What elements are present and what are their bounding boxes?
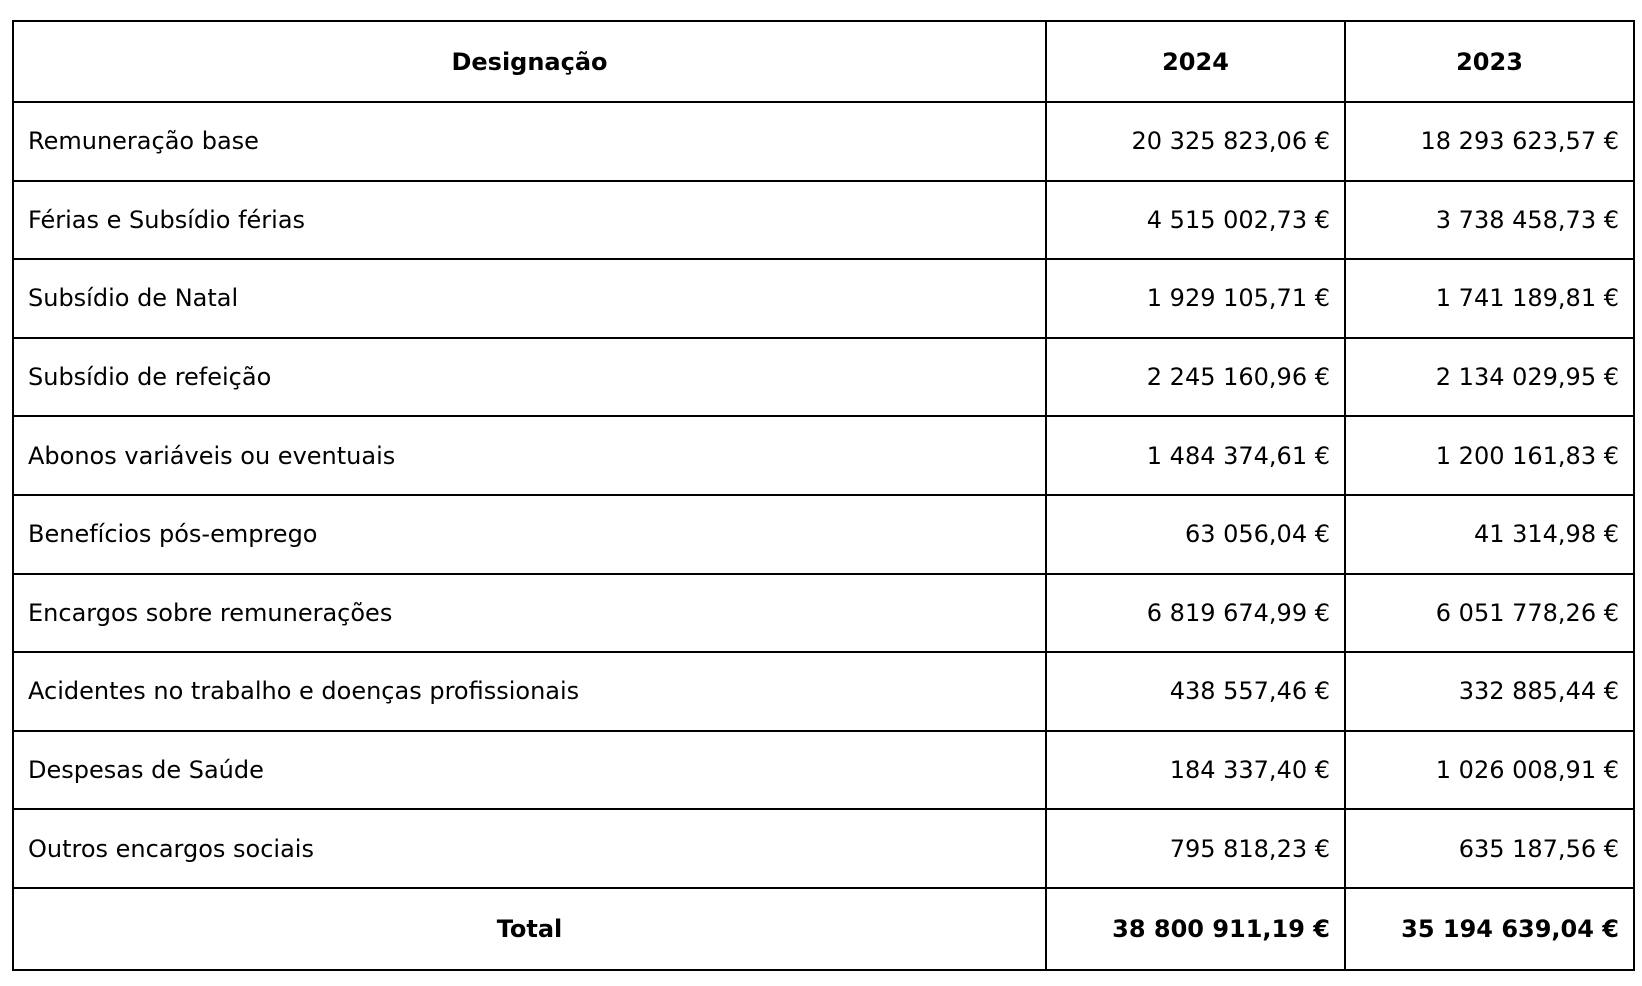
table-row xyxy=(13,809,1634,888)
total-row xyxy=(13,888,1634,970)
row-value-2023: 18 293 623,57 € xyxy=(1345,102,1634,181)
row-value-2024: 1 929 105,71 € xyxy=(1046,259,1345,338)
row-value-2023: 1 741 189,81 € xyxy=(1345,259,1634,338)
table-row xyxy=(13,259,1634,338)
total-value-2023: 35 194 639,04 € xyxy=(1345,888,1634,970)
row-value-2024: 1 484 374,61 € xyxy=(1046,416,1345,495)
row-value-2023: 3 738 458,73 € xyxy=(1345,181,1634,260)
table-row xyxy=(13,102,1634,181)
row-value-2023: 2 134 029,95 € xyxy=(1345,338,1634,417)
header-designation: Designação xyxy=(13,21,1046,102)
table-header-row xyxy=(13,21,1634,102)
row-value-2024: 184 337,40 € xyxy=(1046,731,1345,810)
row-value-2023: 635 187,56 € xyxy=(1345,809,1634,888)
row-label: Subsídio de refeição xyxy=(13,338,1046,417)
table-row xyxy=(13,731,1634,810)
table-row xyxy=(13,652,1634,731)
total-value-2024: 38 800 911,19 € xyxy=(1046,888,1345,970)
row-label: Despesas de Saúde xyxy=(13,731,1046,810)
header-year-2023: 2023 xyxy=(1345,21,1634,102)
row-label: Acidentes no trabalho e doenças profissionais xyxy=(13,652,1046,731)
row-label: Subsídio de Natal xyxy=(13,259,1046,338)
row-label: Abonos variáveis ou eventuais xyxy=(13,416,1046,495)
row-value-2024: 438 557,46 € xyxy=(1046,652,1345,731)
table-row xyxy=(13,181,1634,260)
table-row xyxy=(13,416,1634,495)
total-label: Total xyxy=(13,888,1046,970)
expenses-table xyxy=(12,20,1635,971)
row-label: Benefícios pós-emprego xyxy=(13,495,1046,574)
row-value-2024: 4 515 002,73 € xyxy=(1046,181,1345,260)
row-value-2024: 795 818,23 € xyxy=(1046,809,1345,888)
row-value-2023: 6 051 778,26 € xyxy=(1345,574,1634,653)
row-value-2023: 41 314,98 € xyxy=(1345,495,1634,574)
header-year-2024: 2024 xyxy=(1046,21,1345,102)
row-label: Outros encargos sociais xyxy=(13,809,1046,888)
row-value-2024: 20 325 823,06 € xyxy=(1046,102,1345,181)
table-row xyxy=(13,338,1634,417)
row-value-2023: 332 885,44 € xyxy=(1345,652,1634,731)
row-label: Encargos sobre remunerações xyxy=(13,574,1046,653)
row-value-2024: 6 819 674,99 € xyxy=(1046,574,1345,653)
row-label: Férias e Subsídio férias xyxy=(13,181,1046,260)
table-row xyxy=(13,495,1634,574)
row-label: Remuneração base xyxy=(13,102,1046,181)
row-value-2023: 1 026 008,91 € xyxy=(1345,731,1634,810)
row-value-2024: 2 245 160,96 € xyxy=(1046,338,1345,417)
table-row xyxy=(13,574,1634,653)
row-value-2024: 63 056,04 € xyxy=(1046,495,1345,574)
row-value-2023: 1 200 161,83 € xyxy=(1345,416,1634,495)
